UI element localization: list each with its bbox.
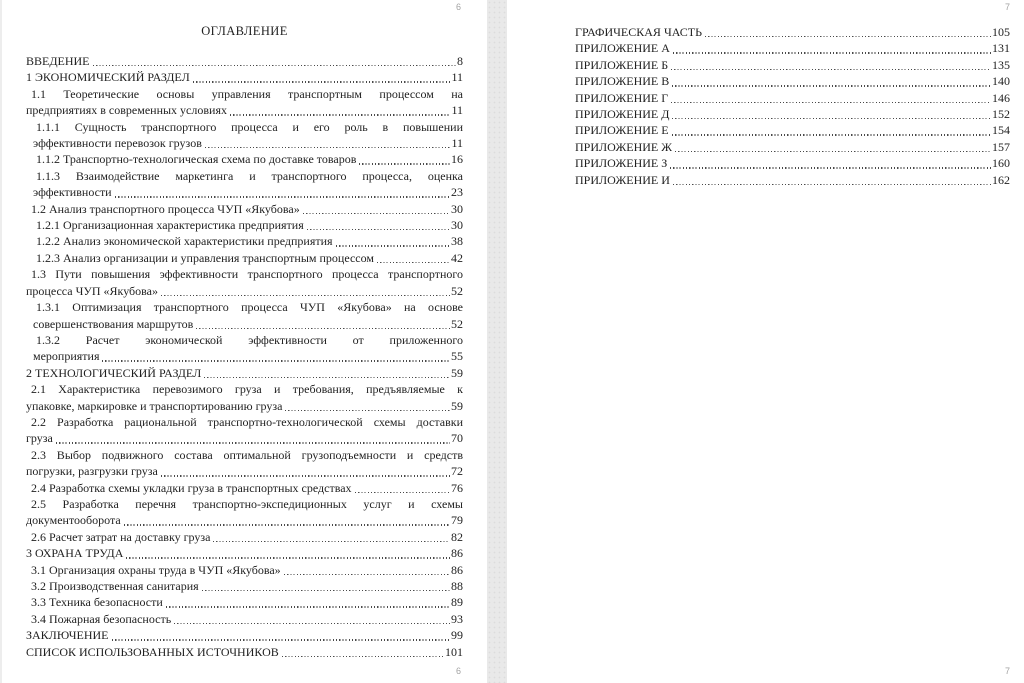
toc-entry-line: [26, 594, 463, 610]
toc-entry-line: 2.3 Выбор подвижного состава оптимальной грузоподъемности и средств: [31, 447, 463, 462]
toc-entry-text: ЗАКЛЮЧЕНИЕ: [26, 628, 109, 643]
toc-entry[interactable]: [26, 168, 463, 201]
toc-entry-line: [575, 40, 1010, 56]
toc-entry-line: [26, 512, 463, 528]
toc-entry-line: [575, 24, 1010, 40]
dot-leader: [124, 524, 450, 525]
toc-entry-text: 3.4 Пожарная безопасность: [31, 611, 172, 626]
toc-page-number: 42: [451, 250, 463, 265]
dot-leader: [230, 114, 450, 115]
toc-entry[interactable]: [26, 627, 463, 643]
toc-entry[interactable]: [26, 217, 463, 233]
dot-leader: [675, 151, 991, 152]
toc-entry[interactable]: [26, 201, 463, 217]
dot-leader: [671, 102, 991, 103]
toc-entry-line: [26, 348, 463, 364]
dot-leader: [93, 65, 456, 66]
toc-entry[interactable]: [26, 414, 463, 447]
dot-leader: [102, 360, 450, 361]
toc-page-number: 16: [451, 152, 463, 167]
toc-entry[interactable]: [575, 90, 1010, 106]
toc-entry[interactable]: [26, 381, 463, 414]
toc-entry-text: 2 ТЕХНОЛОГИЧЕСКИЙ РАЗДЕЛ: [26, 365, 202, 380]
toc-entry-text: ПРИЛОЖЕНИЕ Ж: [575, 139, 673, 154]
toc-entry-line: [26, 398, 463, 414]
toc-entry-line: [575, 90, 1010, 106]
dot-leader: [671, 69, 991, 70]
toc-entry-line: [26, 102, 463, 118]
toc-page-number: 11: [451, 70, 463, 85]
toc-page-number: 131: [992, 41, 1010, 56]
toc-entry-line: [26, 316, 463, 332]
toc-entry-line: [26, 217, 463, 233]
toc-entry-line: [575, 139, 1010, 155]
toc-entry[interactable]: [26, 562, 463, 578]
toc-entry-line: [575, 155, 1010, 171]
toc-entry-line: [26, 644, 463, 660]
toc-entry-text: ВВЕДЕНИЕ: [26, 54, 90, 68]
toc-entry-line: 2.2 Разработка рациональной транспортно-технологической схемы доставки: [31, 414, 463, 429]
toc-entry-line: [26, 184, 463, 200]
dot-leader: [336, 245, 450, 246]
toc-page-number: 101: [445, 644, 463, 659]
toc-entry[interactable]: [26, 119, 463, 152]
toc-entry[interactable]: [26, 365, 463, 381]
toc-entry-line: [26, 463, 463, 479]
toc-page-number: 79: [451, 513, 463, 528]
toc-page-number: 146: [992, 90, 1010, 105]
toc-page-number: 38: [451, 234, 463, 249]
toc-entry[interactable]: [575, 155, 1010, 171]
dot-leader: [673, 184, 991, 185]
dot-leader: [115, 196, 450, 197]
toc-entry-line: [26, 545, 463, 561]
toc-entry[interactable]: [26, 151, 463, 167]
toc-entry[interactable]: [575, 73, 1010, 89]
toc-entry[interactable]: [26, 529, 463, 545]
page-footer-number-right: 7: [1004, 666, 1010, 676]
toc-entry-text: 1.2.3 Анализ организации и управления транспортным процессом: [36, 250, 374, 265]
toc-entry-line: 1.3 Пути повышения эффективности транспортного процесса транспортного: [31, 267, 463, 282]
toc-entry-line: [575, 57, 1010, 73]
toc-entry-line: [26, 283, 463, 299]
dot-leader: [307, 229, 450, 230]
toc-entry-line: [26, 430, 463, 446]
toc-entry-text: ПРИЛОЖЕНИЕ З: [575, 156, 668, 171]
toc-entry-line: [26, 480, 463, 496]
toc-entry[interactable]: [575, 172, 1010, 188]
dot-leader: [705, 36, 991, 37]
toc-page-number: 72: [451, 464, 463, 479]
toc-entry-text: погрузки, разгрузки груза: [26, 464, 158, 479]
toc-page-number: 93: [451, 611, 463, 626]
toc-entry-text: 3.3 Техника безопасности: [31, 595, 163, 610]
toc-entry-line: [26, 611, 463, 627]
toc-entry-line: [26, 562, 463, 578]
toc-page-number: 8: [457, 54, 463, 68]
toc-entry[interactable]: [26, 233, 463, 249]
toc-entry-line: [26, 627, 463, 643]
dot-leader: [161, 475, 450, 476]
toc-entry-text: 1 ЭКОНОМИЧЕСКИЙ РАЗДЕЛ: [26, 70, 190, 85]
toc-entry[interactable]: [26, 644, 463, 660]
toc-entry-text: предприятиях в современных условиях: [26, 103, 227, 118]
toc-entry-text: ПРИЛОЖЕНИЕ Д: [575, 107, 670, 122]
toc-entry-line: [26, 529, 463, 545]
toc-entry-line: [26, 578, 463, 594]
toc-entry-text: ПРИЛОЖЕНИЕ А: [575, 41, 670, 56]
toc-page-number: 30: [451, 201, 463, 216]
toc-entry-text: 3.2 Производственная санитария: [31, 579, 199, 593]
dot-leader: [359, 163, 450, 164]
toc-page-number: 11: [451, 103, 463, 118]
toc-page-number: 157: [992, 139, 1010, 154]
toc-entry-text: 1.2.2 Анализ экономической характеристики предприятия: [36, 234, 333, 249]
toc-entry[interactable]: [26, 545, 463, 561]
toc-page-number: 86: [451, 546, 463, 561]
toc-entry[interactable]: [575, 40, 1010, 56]
toc-entry-text: ПРИЛОЖЕНИЕ В: [575, 74, 670, 89]
toc-page-number: 11: [451, 136, 463, 151]
toc-list-right: [575, 24, 1010, 188]
dot-leader: [672, 118, 991, 119]
toc-entry-text: 2.6 Расчет затрат на доставку груза: [31, 529, 211, 544]
toc-entry-line: [26, 135, 463, 151]
toc-entry[interactable]: [26, 594, 463, 610]
toc-page-number: 140: [992, 74, 1010, 89]
toc-page-number: 105: [992, 25, 1010, 39]
dot-leader: [193, 81, 451, 82]
toc-entry-text: ПРИЛОЖЕНИЕ И: [575, 172, 670, 187]
toc-page-number: 160: [992, 156, 1010, 171]
toc-entry-text: 3 ОХРАНА ТРУДА: [26, 546, 124, 561]
toc-entry-line: [575, 122, 1010, 138]
toc-page-number: 89: [451, 595, 463, 610]
page-gutter: [487, 0, 507, 683]
document-page-7: [507, 0, 1024, 683]
dot-leader: [204, 377, 450, 378]
dot-leader: [166, 606, 450, 607]
toc-entry-text: 3.1 Организация охраны труда в ЧУП «Якубова»: [31, 562, 281, 577]
dot-leader: [355, 492, 450, 493]
toc-entry-line: [26, 201, 463, 217]
dot-leader: [282, 656, 444, 657]
toc-page-number: 86: [451, 562, 463, 577]
toc-entry[interactable]: [575, 106, 1010, 122]
page-header-number-right: 7: [1004, 2, 1010, 12]
toc-page-number: 30: [451, 218, 463, 233]
toc-page-number: 70: [451, 431, 463, 446]
toc-entry-text: эффективности перевозок грузов: [33, 136, 202, 151]
toc-entry-text: мероприятия: [33, 349, 100, 364]
toc-page-number: 152: [992, 107, 1010, 122]
toc-entry-line: [26, 365, 463, 381]
toc-entry-text: совершенствования маршрутов: [33, 316, 194, 331]
toc-entry-text: эффективности: [33, 185, 112, 200]
toc-page-number: 154: [992, 123, 1010, 138]
dot-leader: [112, 639, 451, 640]
toc-entry-line: 1.1.3 Взаимодействие маркетинга и транспортного процесса, оценка: [36, 168, 463, 183]
dot-leader: [377, 262, 450, 263]
toc-entry-line: [26, 233, 463, 249]
toc-entry-text: ПРИЛОЖЕНИЕ Б: [575, 57, 669, 72]
toc-entry[interactable]: [26, 266, 463, 299]
toc-entry-text: СПИСОК ИСПОЛЬЗОВАННЫХ ИСТОЧНИКОВ: [26, 644, 279, 659]
toc-entry-line: 2.5 Разработка перечня транспортно-экспедиционных услуг и схемы: [31, 496, 463, 511]
toc-entry[interactable]: [26, 447, 463, 480]
toc-entry-line: 1.3.2 Расчет экономической эффективности от приложенного: [36, 332, 463, 347]
dot-leader: [670, 167, 991, 168]
toc-entry-text: 1.1.2 Транспортно-технологическая схема по доставке товаров: [36, 152, 357, 167]
document-page-6: [2, 0, 487, 683]
dot-leader: [672, 85, 991, 86]
toc-page-number: 23: [451, 185, 463, 200]
toc-entry[interactable]: [26, 299, 463, 332]
toc-title: ОГЛАВЛЕНИЕ: [201, 24, 288, 38]
toc-entry-line: [26, 151, 463, 167]
toc-page-number: 99: [451, 628, 463, 643]
toc-entry[interactable]: [26, 53, 463, 69]
page-footer-number-left: 6: [455, 666, 461, 676]
toc-entry-text: упаковке, маркировке и транспортированию груза: [26, 398, 283, 413]
toc-entry[interactable]: [26, 578, 463, 594]
dot-leader: [303, 213, 450, 214]
toc-entry[interactable]: [575, 122, 1010, 138]
toc-entry[interactable]: [26, 250, 463, 266]
toc-page-number: 135: [992, 57, 1010, 72]
toc-entry[interactable]: [26, 332, 463, 365]
toc-entry-text: ГРАФИЧЕСКАЯ ЧАСТЬ: [575, 25, 703, 39]
toc-entry-line: 2.1 Характеристика перевозимого груза и требования, предъявляемые к: [31, 382, 463, 397]
toc-entry-line: [26, 53, 463, 69]
toc-entry-text: ПРИЛОЖЕНИЕ Е: [575, 123, 669, 138]
dot-leader: [196, 328, 450, 329]
toc-page-number: 52: [451, 283, 463, 298]
toc-page-number: 82: [451, 529, 463, 544]
toc-entry-line: [575, 172, 1010, 188]
toc-entry[interactable]: [575, 139, 1010, 155]
toc-entry[interactable]: [26, 480, 463, 496]
toc-entry[interactable]: [26, 611, 463, 627]
dot-leader: [285, 410, 450, 411]
toc-entry[interactable]: [26, 496, 463, 529]
toc-entry-line: 1.1 Теоретические основы управления транспортным процессом на: [31, 86, 463, 101]
toc-entry[interactable]: [26, 86, 463, 119]
dot-leader: [284, 574, 450, 575]
dot-leader: [205, 147, 451, 148]
toc-entry-text: 1.2.1 Организационная характеристика предприятия: [36, 218, 304, 233]
toc-page-number: 76: [451, 480, 463, 495]
toc-entry-line: [26, 250, 463, 266]
toc-entry[interactable]: [26, 69, 463, 85]
toc-entry-text: процесса ЧУП «Якубова»: [26, 283, 158, 298]
toc-page-number: 88: [451, 579, 463, 593]
toc-page-number: 162: [992, 172, 1010, 187]
toc-entry-text: 2.4 Разработка схемы укладки груза в транспортных средствах: [31, 480, 352, 495]
dot-leader: [673, 52, 991, 53]
dot-leader: [672, 134, 991, 135]
dot-leader: [161, 295, 450, 296]
toc-page-number: 59: [451, 398, 463, 413]
dot-leader: [174, 623, 450, 624]
toc-entry-text: ПРИЛОЖЕНИЕ Г: [575, 90, 669, 105]
toc-entry-text: 1.2 Анализ транспортного процесса ЧУП «Якубова»: [31, 201, 300, 216]
dot-leader: [202, 590, 450, 591]
toc-entry-line: [575, 73, 1010, 89]
page-header-number-left: 6: [455, 2, 461, 12]
toc-entry-line: [575, 106, 1010, 122]
toc-entry-text: груза: [26, 431, 53, 446]
toc-list-left: [26, 53, 463, 660]
dot-leader: [126, 557, 450, 558]
dot-leader: [56, 442, 450, 443]
toc-entry[interactable]: [575, 57, 1010, 73]
toc-entry-line: 1.3.1 Оптимизация транспортного процесса ЧУП «Якубова» на основе: [36, 300, 463, 315]
toc-entry[interactable]: [575, 24, 1010, 40]
toc-entry-text: документооборота: [26, 513, 121, 528]
toc-entry-line: 1.1.1 Сущность транспортного процесса и его роль в повышении: [36, 119, 463, 134]
toc-entry-line: [26, 69, 463, 85]
dot-leader: [213, 541, 450, 542]
toc-page-number: 59: [451, 365, 463, 380]
toc-page-number: 55: [451, 349, 463, 364]
toc-page-number: 52: [451, 316, 463, 331]
